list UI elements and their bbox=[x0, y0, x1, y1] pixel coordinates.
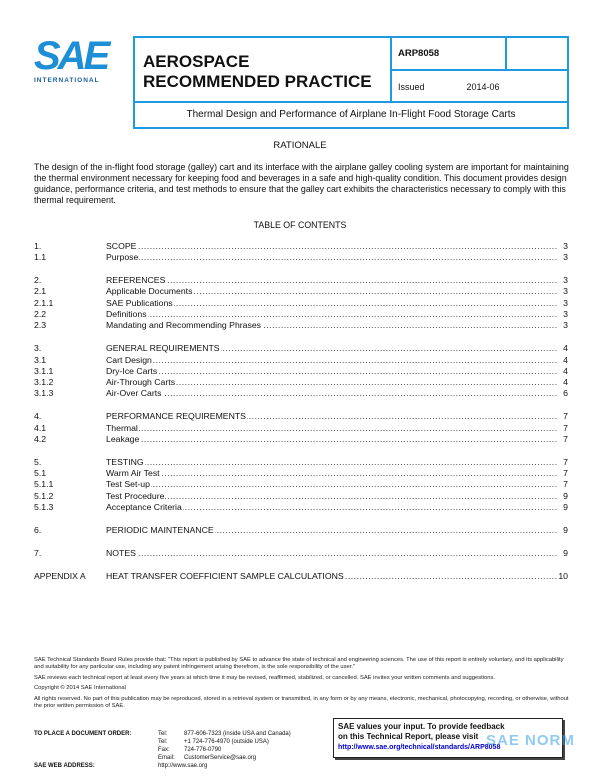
document-title: Thermal Design and Performance of Airplane In-Flight Food Storage Carts bbox=[186, 109, 516, 120]
toc-title-text: Air-Over Carts bbox=[106, 388, 162, 399]
toc-title-text: PERIODIC MAINTENANCE bbox=[106, 524, 214, 535]
issued-label: Issued bbox=[398, 82, 425, 92]
email-address[interactable]: CustomerService@sae.org bbox=[184, 755, 257, 761]
toc-entry[interactable] bbox=[34, 366, 568, 377]
toc-number: 1.1 bbox=[34, 252, 47, 263]
toc-entry[interactable] bbox=[34, 491, 568, 502]
toc-page: 6 bbox=[563, 388, 568, 399]
toc-title-text: Definitions bbox=[106, 309, 147, 320]
toc-page: 3 bbox=[563, 309, 568, 320]
toc-group bbox=[34, 411, 568, 445]
toc-entry[interactable] bbox=[34, 377, 568, 388]
toc-entry[interactable] bbox=[34, 343, 568, 354]
toc-title bbox=[106, 457, 558, 468]
toc-title bbox=[106, 377, 558, 388]
toc-entry[interactable] bbox=[34, 525, 568, 536]
toc-entry[interactable] bbox=[34, 298, 568, 309]
toc-page: 7 bbox=[563, 456, 568, 467]
toc-page: 4 bbox=[563, 343, 568, 354]
toc-page: 7 bbox=[563, 422, 568, 433]
toc-page: 9 bbox=[563, 524, 568, 535]
toc-group bbox=[34, 457, 568, 513]
toc-page: 7 bbox=[563, 468, 568, 479]
feedback-line-1: SAE values your input. To provide feedback bbox=[338, 722, 505, 731]
toc-entry[interactable] bbox=[34, 434, 568, 445]
toc-title bbox=[106, 309, 558, 320]
toc-page: 7 bbox=[563, 411, 568, 422]
toc-page: 9 bbox=[563, 490, 568, 501]
toc-page: 9 bbox=[563, 502, 568, 513]
toc-page: 4 bbox=[563, 365, 568, 376]
rationale-heading: RATIONALE bbox=[273, 140, 327, 151]
toc-number: 4. bbox=[34, 411, 42, 422]
toc-entry[interactable] bbox=[34, 468, 568, 479]
toc-title-text: SAE Publications bbox=[106, 297, 173, 308]
toc-entry[interactable] bbox=[34, 411, 568, 422]
toc-title-text: GENERAL REQUIREMENTS bbox=[106, 343, 220, 354]
toc-title bbox=[106, 241, 558, 252]
toc-page: 4 bbox=[563, 377, 568, 388]
toc-title-text: Mandating and Recommending Phrases bbox=[106, 320, 262, 331]
tel-label: Tel: bbox=[158, 739, 168, 745]
toc-title-text: Applicable Documents bbox=[106, 286, 193, 297]
toc-title bbox=[106, 525, 558, 536]
toc-number: 2.2 bbox=[34, 309, 47, 320]
legal-notice bbox=[34, 657, 569, 713]
order-label: TO PLACE A DOCUMENT ORDER: bbox=[34, 731, 132, 737]
copyright-text: Copyright © 2014 SAE International bbox=[34, 685, 126, 692]
toc-number: 3.1 bbox=[34, 354, 47, 365]
toc-group bbox=[34, 343, 568, 399]
toc-group bbox=[34, 571, 568, 582]
toc-title-text: Test Procedure bbox=[106, 490, 165, 501]
toc-number: 6. bbox=[34, 524, 42, 535]
document-number: ARP8058 bbox=[392, 38, 507, 71]
order-labels bbox=[34, 730, 131, 770]
toc-title bbox=[106, 423, 558, 434]
toc-entry[interactable] bbox=[34, 275, 568, 286]
toc-title-text: SCOPE bbox=[106, 241, 137, 251]
toc-entry[interactable] bbox=[34, 502, 568, 513]
toc-page: 3 bbox=[563, 297, 568, 308]
toc-number: 3.1.1 bbox=[34, 365, 54, 376]
toc-number: 2.1 bbox=[34, 286, 47, 297]
web-address[interactable]: http://www.sae.org bbox=[158, 763, 208, 769]
toc-title-text: HEAT TRANSFER COEFFICIENT SAMPLE CALCULATIONS bbox=[106, 570, 344, 581]
toc-group bbox=[34, 548, 568, 559]
standards-rules-text: SAE Technical Standards Board Rules provide that: "This report is published by SAE to advance the state of technical and engineering sciences. The use of this report is entirely voluntary, and its applicability and suitability for any particular use, including any patent infringement arising therefrom, is the sole responsibility of the user." bbox=[34, 657, 564, 671]
toc-title bbox=[106, 548, 558, 559]
toc-title bbox=[106, 275, 558, 286]
document-type bbox=[135, 38, 392, 103]
toc-title bbox=[106, 343, 558, 354]
toc-page: 3 bbox=[563, 252, 568, 263]
issued-row bbox=[392, 71, 567, 103]
tel-us: 877-606-7323 (inside USA and Canada) bbox=[184, 731, 291, 737]
logo-mark: SAE bbox=[34, 34, 108, 78]
toc-title bbox=[106, 366, 558, 377]
toc-title-text: Dry-Ice Carts bbox=[106, 365, 158, 376]
toc-number: 5.1.3 bbox=[34, 502, 54, 513]
toc-title bbox=[106, 491, 558, 502]
document-header-box bbox=[133, 36, 569, 129]
toc-entry[interactable] bbox=[34, 571, 568, 582]
toc-number: 1. bbox=[34, 241, 42, 251]
toc-title bbox=[106, 479, 558, 490]
toc-title-text: Purpose bbox=[106, 252, 139, 263]
toc-title-text: Acceptance Criteria bbox=[106, 502, 182, 513]
toc-page: 7 bbox=[563, 433, 568, 444]
toc-title bbox=[106, 286, 558, 297]
toc-entry[interactable] bbox=[34, 252, 568, 263]
toc-number: 3.1.3 bbox=[34, 388, 54, 399]
toc-number: 7. bbox=[34, 547, 42, 558]
toc-page: 3 bbox=[563, 275, 568, 286]
toc-title bbox=[106, 355, 558, 366]
rationale-text: The design of the in-flight food storage (galley) cart and its interface with the airplane galley cooling system are important for maintaining the thermal environment necessary for keeping food and beverages in a safe and high-quality condition. This document provides design guidance, performance criteria, and test methods to ensure that the galley cart exhibits the characteristics necessary to comply with this thermal requirement. bbox=[34, 162, 569, 205]
toc-entry[interactable] bbox=[34, 241, 568, 252]
toc-title bbox=[106, 468, 558, 479]
toc-title-text: Test Set-up bbox=[106, 479, 150, 490]
toc-title bbox=[106, 298, 558, 309]
toc-title-text: NOTES bbox=[106, 547, 136, 558]
toc-entry[interactable] bbox=[34, 320, 568, 331]
toc-entry[interactable] bbox=[34, 309, 568, 320]
toc-page: 3 bbox=[563, 320, 568, 331]
toc-title bbox=[106, 388, 558, 399]
tel-label: Tel: bbox=[158, 731, 168, 737]
toc-title-text: REFERENCES bbox=[106, 275, 166, 286]
web-label: SAE WEB ADDRESS: bbox=[34, 763, 95, 769]
toc-page: 4 bbox=[563, 354, 568, 365]
toc-entry[interactable] bbox=[34, 286, 568, 297]
toc-group bbox=[34, 525, 568, 536]
type-line-1: AEROSPACE bbox=[143, 52, 250, 71]
toc-group bbox=[34, 241, 568, 264]
toc-number: 5.1.1 bbox=[34, 479, 54, 490]
issued-date: 2014-06 bbox=[466, 82, 500, 92]
toc-number: 2. bbox=[34, 275, 42, 286]
toc-page: 10 bbox=[558, 570, 568, 581]
review-text: SAE reviews each technical report at least every five years at which time it may be revised, reaffirmed, stabilized, or cancelled. SAE invites your written comments and suggestions. bbox=[34, 674, 495, 681]
toc-title-text: PERFORMANCE REQUIREMENTS bbox=[106, 411, 246, 422]
toc-title bbox=[106, 571, 558, 582]
toc-title bbox=[106, 411, 558, 422]
toc-heading: TABLE OF CONTENTS bbox=[253, 220, 347, 230]
toc-title-text: Warm Air Test bbox=[106, 468, 160, 479]
toc-title-text: TESTING bbox=[106, 456, 144, 467]
fax-label: Fax: bbox=[158, 747, 170, 753]
toc-number: APPENDIX A bbox=[34, 570, 86, 581]
email-label: Email: bbox=[158, 755, 175, 761]
toc-title-text: Air-Through Carts bbox=[106, 377, 176, 388]
logo-subtitle: INTERNATIONAL bbox=[34, 77, 100, 84]
feedback-line-2: on this Technical Report, please visit bbox=[338, 732, 479, 741]
sae-logo bbox=[34, 36, 114, 84]
toc-title-text: Thermal bbox=[106, 422, 138, 433]
revision-cell bbox=[507, 38, 567, 71]
toc-page: 3 bbox=[563, 241, 568, 251]
toc-number: 3. bbox=[34, 343, 42, 354]
toc-page: 3 bbox=[563, 286, 568, 297]
toc-title-text: Cart Design bbox=[106, 354, 152, 365]
toc-number: 2.1.1 bbox=[34, 297, 54, 308]
toc-number: 3.1.2 bbox=[34, 377, 54, 388]
fax-number: 724-776-0790 bbox=[184, 747, 222, 753]
watermark: SAE NORM bbox=[486, 732, 575, 749]
toc-title bbox=[106, 320, 558, 331]
toc-number: 5.1 bbox=[34, 468, 47, 479]
toc-entry[interactable] bbox=[34, 479, 568, 490]
tel-intl: +1 724-776-4970 (outside USA) bbox=[184, 739, 269, 745]
toc-page: 7 bbox=[563, 479, 568, 490]
toc-number: 4.1 bbox=[34, 422, 47, 433]
toc-number: 2.3 bbox=[34, 320, 47, 331]
toc-title bbox=[106, 252, 558, 263]
toc-number: 5.1.2 bbox=[34, 490, 54, 501]
toc-title-text: Leakage bbox=[106, 433, 140, 444]
toc-number: 5. bbox=[34, 456, 42, 467]
toc-entry[interactable] bbox=[34, 423, 568, 434]
type-line-2: RECOMMENDED PRACTICE bbox=[143, 72, 372, 91]
toc-group bbox=[34, 275, 568, 331]
toc-entry[interactable] bbox=[34, 457, 568, 468]
toc-entry[interactable] bbox=[34, 548, 568, 559]
feedback-link[interactable]: http://www.sae.org/technical/standards/ARP8058 bbox=[338, 744, 501, 751]
toc-entry[interactable] bbox=[34, 388, 568, 399]
contact-info bbox=[158, 730, 291, 770]
rights-text: All rights reserved. No part of this publication may be reproduced, stored in a retrieval system or transmitted, in any form or by any means, electronic, mechanical, photocopying, recording, or otherwise, without the prior written permission of SAE. bbox=[34, 695, 569, 710]
toc-entry[interactable] bbox=[34, 355, 568, 366]
toc-page: 9 bbox=[563, 547, 568, 558]
toc-title bbox=[106, 434, 558, 445]
toc-number: 4.2 bbox=[34, 433, 47, 444]
toc-title bbox=[106, 502, 558, 513]
table-of-contents bbox=[34, 241, 568, 594]
